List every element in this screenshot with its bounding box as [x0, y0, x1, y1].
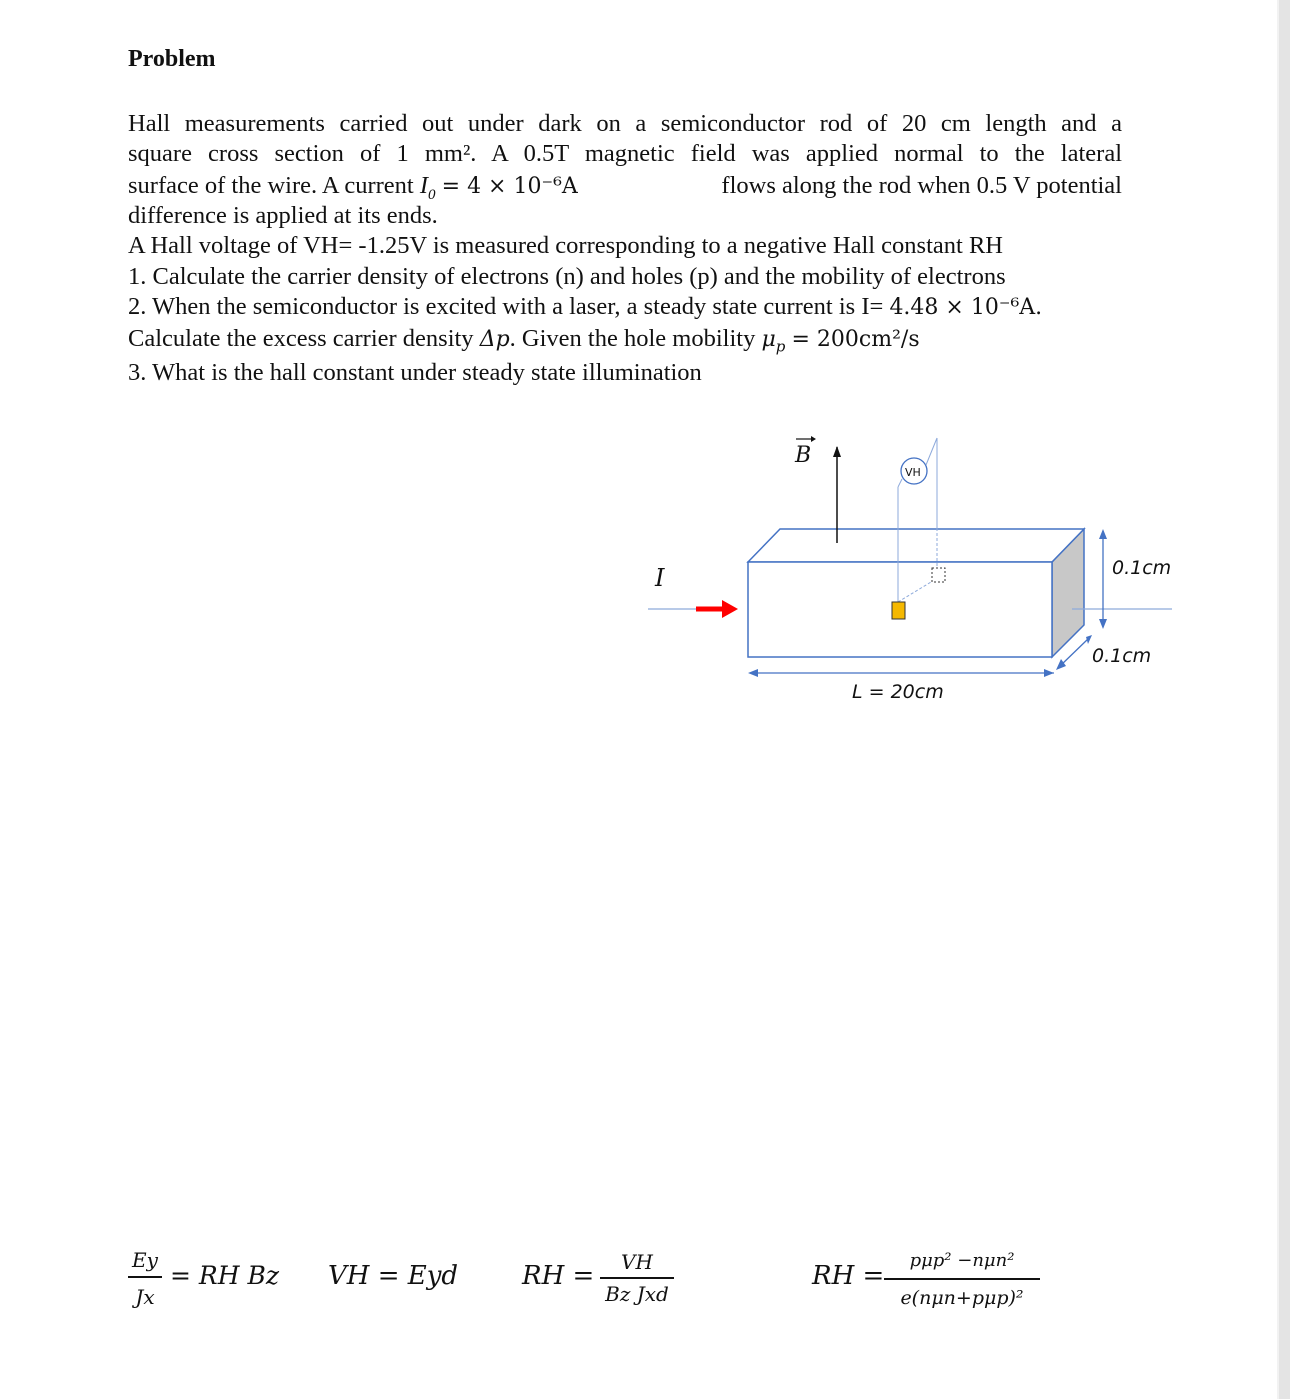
hall-setup-diagram [640, 425, 1180, 715]
text-line-6: 1. Calculate the carrier density of electrons (n) and holes (p) and the mobility of electrons [128, 263, 1006, 290]
eq1-denominator: Jx [135, 1285, 155, 1309]
eq3-numerator: VH [621, 1250, 653, 1274]
current-label: I [655, 564, 665, 592]
eq4-numerator: pμp² −nμn² [909, 1250, 1015, 1271]
eq4-denominator: e(nμn+pμp)² [900, 1287, 1024, 1309]
text-line-8 [128, 324, 920, 355]
height-arrow-top-icon [1099, 529, 1107, 539]
depth-arrow-bottom-icon [1056, 659, 1066, 670]
text-line-5: A Hall voltage of VH= -1.25V is measured corresponding to a negative Hall constant RH [128, 232, 1003, 259]
text-line-8-a: Calculate the excess carrier density [128, 325, 474, 352]
text-line-7-b: 4.48 × 10⁻⁶A. [889, 295, 1043, 320]
delta-p-symbol: Δp [479, 327, 510, 352]
eq1-rhs: = RH Bz [170, 1261, 280, 1290]
eq3-lhs: RH = [522, 1261, 595, 1291]
text-line-3-b: = 4 × 10⁻⁶A [441, 174, 578, 199]
eq1-numerator: Ey [132, 1248, 158, 1272]
eq4-fraction-bar [884, 1278, 1040, 1280]
voltmeter-label: VH [905, 466, 921, 479]
depth-arrow-top-icon [1086, 635, 1092, 644]
text-line-8-c: = 200cm²/s [791, 327, 920, 352]
front-contact [892, 602, 905, 619]
voltmeter-wire-front-top [898, 479, 902, 487]
height-label: 0.1cm [1112, 557, 1172, 579]
text-line-3-a: surface of the wire. A current [128, 172, 414, 199]
text-line-1: Hall measurements carried out under dark on a semiconductor rod of 20 cm length and a [128, 110, 1122, 137]
b-field-label: B [795, 443, 812, 468]
eq2: VH = Eyd [328, 1261, 459, 1291]
text-line-3 [128, 171, 1122, 202]
text-line-2: square cross section of 1 mm². A 0.5T magnetic field was applied normal to the lateral [128, 140, 1122, 167]
text-line-3-c: flows along the rod when 0.5 V potential [721, 172, 1122, 199]
text-line-9: 3. What is the hall constant under steady state illumination [128, 359, 702, 386]
length-arrow-left-icon [748, 669, 758, 677]
eq4-lhs: RH = [812, 1261, 885, 1291]
problem-title: Problem [128, 46, 216, 72]
text-line-7-a: 2. When the semiconductor is excited with a laser, a steady state current is I= [128, 293, 884, 320]
current-symbol: $I_0$ [419, 172, 436, 203]
eq3-denominator: Bz Jxd [605, 1282, 669, 1306]
text-line-8-b: . Given the hole mobility [509, 325, 756, 352]
depth-label: 0.1cm [1092, 645, 1152, 667]
eq1-fraction-bar [128, 1276, 162, 1278]
page-edge-shadow [1279, 0, 1290, 1399]
text-line-7 [128, 292, 1122, 323]
text-line-4: difference is applied at its ends. [128, 202, 438, 229]
height-arrow-bottom-icon [1099, 619, 1107, 629]
hole-mobility-symbol: $\mu_p$ [761, 327, 786, 356]
length-label: L = 20cm [852, 681, 944, 703]
b-field-arrow-icon [833, 446, 841, 457]
length-arrow-right-icon [1044, 669, 1054, 677]
rod-top-face [748, 529, 1084, 562]
back-contact [932, 568, 945, 582]
voltmeter-wire-top [926, 438, 937, 465]
eq3-fraction-bar [600, 1277, 674, 1279]
current-arrow-icon [722, 600, 738, 618]
b-vector-head-icon [811, 436, 816, 442]
